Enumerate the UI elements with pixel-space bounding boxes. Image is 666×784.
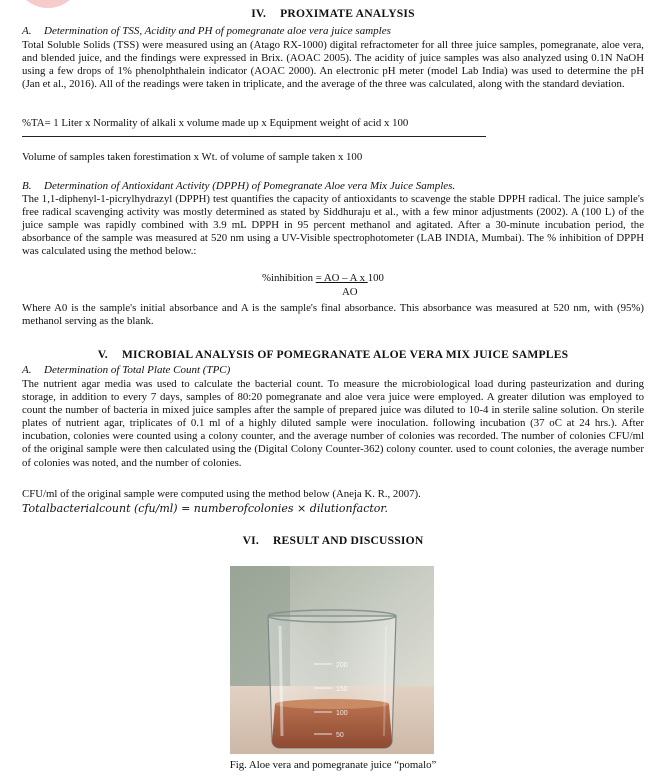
glass-highlight (280, 626, 282, 736)
subheading-title: Determination of Antioxidant Activity (DPPH) of Pomegranate Aloe vera Mix Juice Samples. (44, 180, 456, 192)
section-title: PROXIMATE ANALYSIS (280, 7, 415, 20)
formula-numerator: = AO – A x (315, 272, 368, 284)
subheading-title: Determination of Total Plate Count (TPC) (44, 364, 231, 376)
beaker-mark-200: 200 (336, 662, 348, 669)
beaker-mark-150: 150 (336, 686, 348, 693)
formula-divider (22, 136, 486, 137)
formula-acidity-numerator: %TA= 1 Liter x Normality of alkali x volume made up x Equipment weight of acid x 100 (22, 117, 409, 129)
formula-factor: 100 (367, 272, 384, 284)
figure-photo (230, 566, 434, 754)
beaker-mark-100: 100 (336, 710, 348, 717)
section-number: V. (97, 348, 108, 361)
section-title: MICROBIAL ANALYSIS OF POMEGRANATE ALOE VERA MIX JUICE SAMPLES (121, 348, 569, 361)
section-heading-vi (0, 534, 666, 547)
formula-inhibition (262, 272, 384, 284)
figure-caption: Fig. Aloe vera and pomegranate juice “pomalo” (229, 759, 437, 771)
paragraph-tss: Total Soluble Solids (TSS) were measured using an (Atago RX-1000) digital refractometer for all three juice samples, pomegranate, aloe vera, and blended juice, and the findings were expressed in Brix. (AOAC 2005). The acidity of juice samples was also analyzed using 0.1N NaOH using a few drops of 1% phenolphthalein indicator (AOAC 2000). An electronic pH meter (model Lab India) was used to determine the pH (Jan et al., 2016). All of the readings were taken in triplicate, and the average of the three was calculated, along with the standard deviation. (22, 39, 644, 91)
subheading-letter: A. (22, 25, 32, 37)
section-heading-v (0, 348, 666, 361)
paragraph-dpph: The 1,1-diphenyl-1-picrylhydrazyl (DPPH) test quantifies the capacity of antioxidants to scavenge the stable DPPH radical. The juice sample's free radical scavenging activity was mostly determined as stated by Siddhuraju et al., with a few minor adjustments (2002). A (100 L) of the juice sample was rapidly combined with 3.9 mL DPPH in 95 percent methanol and agitated. After a 30-minute incubation period, the absorbance of the sample was measured at 520 nm using a UV-Visible spectrophotometer (LAB INDIA, Mumbai). The % inhibition of DPPH was calculated using the method below.: (22, 193, 644, 258)
subheading-title: Determination of TSS, Acidity and PH of pomegranate aloe vera juice samples (44, 25, 391, 37)
juice-surface (275, 699, 389, 709)
formula-acidity-denominator: Volume of samples taken forestimation x Wt. of volume of sample taken x 100 (22, 151, 363, 163)
subheading-v-a (22, 364, 652, 376)
paragraph-tpc: The nutrient agar media was used to calculate the bacterial count. To measure the microbiological load during pasteurization and during storage, in addition to every 7 days, samples of 80:20 pomegranate and aloe vera juice were employed. A greater dilution was employed to count the number of bacteria in mixed juice samples after the sample of prepared juice was diluted to 10-4 in sterile saline solution. On sterile plates of nutrient agar, triplicates of 0.1 ml of a highly diluted sample were inoculation. following incubation (37 oC at 24 hrs.). After incubation, colonies were counted using a colony counter, and the average number of colonies was recorded. The number of colonies CFU/ml of the original sample were then calculated using the (Digital Colony Counter-362) colony counter. used to count colonies, the average number of colonies was noted, and the number of colonies. (22, 378, 644, 469)
beaker-illustration (230, 566, 434, 754)
subheading-letter: A. (22, 364, 32, 376)
beaker-mark-50: 50 (336, 732, 344, 739)
cfu-method-line: CFU/ml of the original sample were computed using the method below (Aneja K. R., 2007). (22, 488, 421, 500)
section-number: VI. (242, 534, 259, 547)
section-heading-iv (0, 7, 666, 20)
formula-inhibition-denominator: AO (342, 286, 358, 298)
juice-liquid (272, 704, 392, 748)
subheading-iv-b (22, 180, 652, 192)
total-bacterial-count-formula: Totalbacterialcount (cfu/ml) = numberofcolonies × dilutionfactor. (22, 502, 388, 515)
section-title: RESULT AND DISCUSSION (272, 534, 424, 547)
paragraph-absorbance: Where A0 is the sample's initial absorbance and A is the sample's final absorbance. This absorbance was measured at 520 nm, with (95%) methanol serving as the blank. (22, 302, 644, 328)
section-number: IV. (251, 7, 267, 20)
subheading-letter: B. (22, 180, 32, 192)
subheading-iv-a (22, 25, 652, 37)
formula-label: %inhibition (262, 272, 316, 284)
